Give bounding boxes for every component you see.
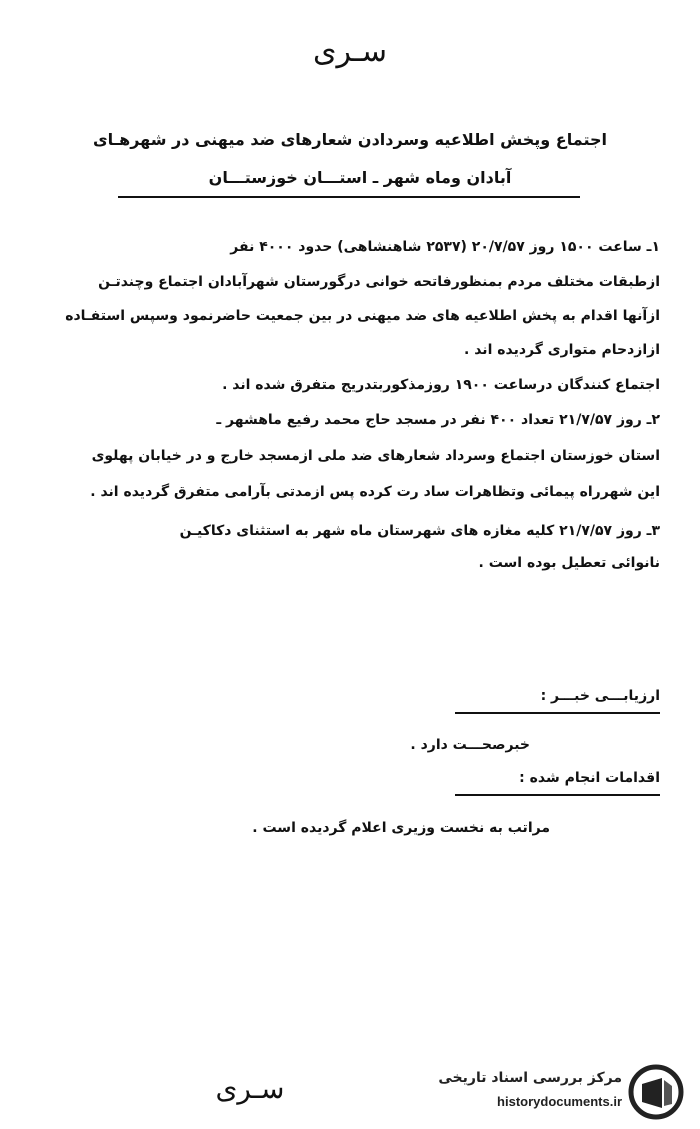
document-title-line-1: اجتماع وپخش اطلاعیه وسردادن شعارهای ضد میهنی در شهرهـای: [92, 130, 607, 149]
classification-top: سـری: [313, 34, 387, 69]
watermark-url: historydocuments.ir: [497, 1094, 622, 1109]
paragraph-1-line-1: ۱ـ ساعت ۱۵۰۰ روز ۲۰/۷/۵۷ (۲۵۳۷ شاهنشاهی) حدود ۴۰۰۰ نفر: [230, 239, 660, 255]
paragraph-2-line-3: این شهرراه پیمائی وتظاهرات ساد رت کرده پس ازمدتی بآرامی متفرق گردیده اند .: [90, 484, 660, 500]
paragraph-2-line-2: استان خوزستان اجتماع وسرداد شعارهای ضد ملی ازمسجد خارج و در خیابان پهلوی: [91, 448, 660, 464]
classification-bottom: سـری: [215, 1072, 285, 1105]
watermark: [432, 1062, 692, 1122]
paragraph-2-line-1: ۲ـ روز ۲۱/۷/۵۷ تعداد ۴۰۰ نفر در مسجد حاج محمد رفیع ماهشهر ـ: [216, 412, 660, 428]
paragraph-1-line-4: ازازدحام متواری گردیده اند .: [464, 342, 660, 358]
paragraph-1-line-2: ازطبقات مختلف مردم بمنظورفاتحه خوانی درگورستان شهرآبادان اجتماع وچندتـن: [98, 274, 660, 290]
watermark-name: مرکز بررسی اسناد تاریخی: [438, 1070, 622, 1086]
actions-text: مراتب به نخست وزیری اعلام گردیده است .: [252, 820, 550, 836]
paragraph-1-line-5: اجتماع کنندگان درساعت ۱۹۰۰ روزمذکوربتدریج متفرق شده اند .: [222, 377, 660, 393]
history-documents-logo-icon: [628, 1064, 684, 1120]
paragraph-3-line-2: نانوائی تعطیل بوده است .: [478, 555, 660, 571]
evaluation-underline: [455, 712, 660, 714]
evaluation-label: ارزیابـــی خبـــر :: [540, 688, 660, 704]
title-underline: [118, 196, 580, 198]
actions-label: اقدامات انجام شده :: [519, 770, 660, 786]
paragraph-3-line-1: ۳ـ روز ۲۱/۷/۵۷ کلیه مغازه های شهرستان ماه شهر به استثنای دکاکیـن: [179, 523, 660, 539]
evaluation-text: خبرصحـــت دارد .: [410, 737, 530, 753]
actions-underline: [455, 794, 660, 796]
document-title-line-2: آبادان وماه شهر ـ استـــان خوزستـــان: [208, 168, 512, 187]
paragraph-1-line-3: ازآنها اقدام به پخش اطلاعیه های ضد میهنی در بین جمعیت حاضرنمود وسپس استفـاده: [65, 308, 660, 324]
